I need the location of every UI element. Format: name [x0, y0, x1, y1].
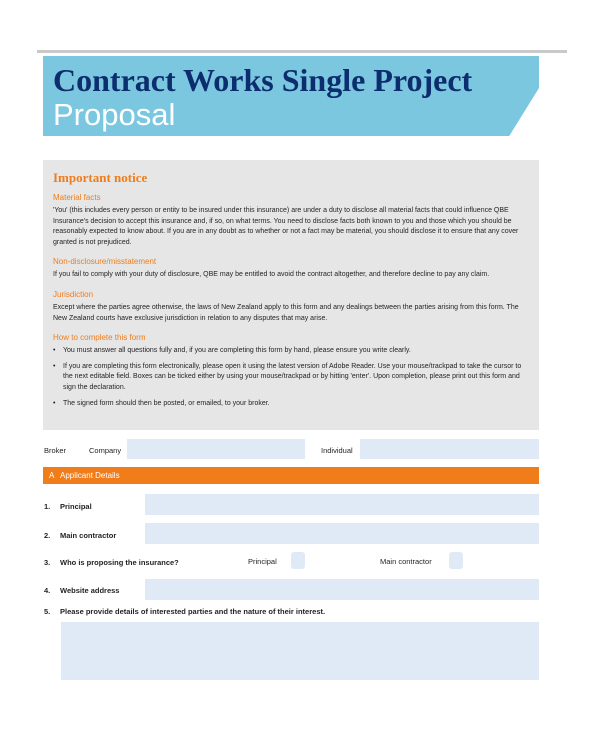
how-to-title: How to complete this form	[53, 333, 146, 343]
broker-label: Broker	[44, 446, 67, 455]
how-to-list	[53, 346, 531, 409]
non-disclosure-title: Non-disclosure/misstatement	[53, 257, 157, 267]
main-contractor-field[interactable]	[145, 523, 539, 544]
jurisdiction-text: Except where the parties agree otherwise, the laws of New Zealand apply to this form and any dealings between the parties arising from this form. The New Zealand courts have exclusive jurisdiction in relation to any disputes that may arise.	[53, 303, 519, 322]
company-field[interactable]	[127, 439, 305, 459]
page-subtitle: Proposal	[53, 97, 176, 132]
list-item: • The signed form should then be posted, or emailed, to your broker.	[53, 399, 531, 410]
material-facts-title: Material facts	[53, 193, 101, 202]
list-item: • If you are completing this form electronically, please open it using the latest version of Adobe Reader. Use your mouse/trackpad to take the cursor to the next editable field. Boxes can be ticked either by using your mouse/trackpad or by hitting 'enter'. Upon completion, please print out this form and sign the declaration.	[53, 362, 531, 394]
question-main-contractor: Main contractor	[60, 531, 117, 540]
individual-field[interactable]	[360, 439, 539, 459]
section-title: Applicant Details	[60, 471, 120, 480]
list-item: • You must answer all questions fully and, if you are completing this form by hand, please ensure you write clearly.	[53, 346, 531, 357]
page-title: Contract Works Single Project	[53, 62, 473, 98]
company-label: Company	[89, 446, 122, 455]
option-main-contractor-label: Main contractor	[380, 557, 432, 566]
question-principal: Principal	[60, 502, 92, 511]
notice-heading: Important notice	[53, 170, 148, 185]
website-field[interactable]	[145, 579, 539, 600]
question-number: 2.	[44, 531, 51, 540]
question-number: 3.	[44, 558, 51, 567]
question-number: 4.	[44, 586, 51, 595]
option-principal-label: Principal	[248, 557, 277, 566]
important-notice-box	[43, 160, 539, 430]
top-rule	[37, 50, 567, 53]
principal-checkbox[interactable]	[291, 552, 305, 569]
question-interested-parties: Please provide details of interested parties and the nature of their interest.	[60, 607, 326, 616]
material-facts-text: 'You' (this includes every person or entity to be insured under this insurance) are under a duty to disclose all material facts that could influence QBE Insurance's decision to accept this insurance and, if so, on what terms. You need to disclose facts both known to you and those which you should be reasonably expected to know about. If you are in any doubt as to whether or not a fact may be material, you should disclose it to ensure that any cover granted is not prejudiced.	[53, 207, 519, 246]
question-number: 5.	[44, 607, 51, 616]
individual-label: Individual	[321, 446, 353, 455]
non-disclosure-text: If you fail to comply with your duty of disclosure, QBE may be entitled to avoid the contract altogether, and therefore decline to pay any claim.	[53, 271, 490, 279]
question-website: Website address	[60, 586, 120, 595]
interested-parties-textarea[interactable]	[61, 622, 539, 680]
section-letter: A	[49, 471, 55, 480]
jurisdiction-title: Jurisdiction	[53, 289, 94, 299]
main-contractor-checkbox[interactable]	[449, 552, 463, 569]
principal-field[interactable]	[145, 494, 539, 515]
question-number: 1.	[44, 502, 51, 511]
question-who-proposing: Who is proposing the insurance?	[60, 558, 179, 567]
section-a-header	[43, 467, 539, 484]
